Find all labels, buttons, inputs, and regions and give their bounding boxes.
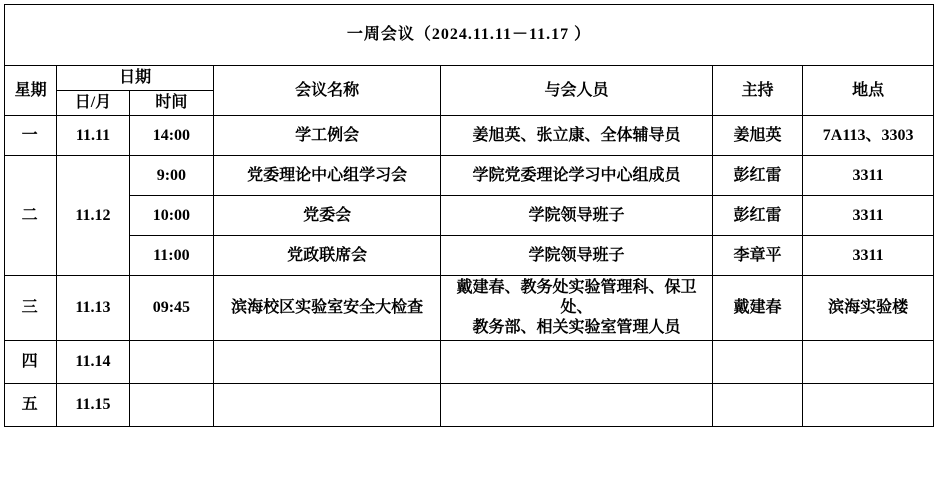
cell-time — [129, 384, 213, 427]
cell-participants: 学院党委理论学习中心组成员 — [441, 156, 712, 196]
cell-weekday: 一 — [5, 116, 57, 156]
header-host: 主持 — [712, 66, 802, 116]
cell-weekday: 二 — [5, 156, 57, 276]
cell-host: 彭红雷 — [712, 156, 802, 196]
header-participants: 与会人员 — [441, 66, 712, 116]
cell-host: 彭红雷 — [712, 196, 802, 236]
header-time: 时间 — [129, 91, 213, 116]
header-date-group: 日期 — [57, 66, 214, 91]
header-day-month: 日/月 — [57, 91, 129, 116]
cell-host: 李章平 — [712, 236, 802, 276]
cell-date: 11.14 — [57, 341, 129, 384]
header-weekday: 星期 — [5, 66, 57, 116]
cell-place — [803, 384, 934, 427]
cell-weekday: 五 — [5, 384, 57, 427]
cell-place: 7A113、3303 — [803, 116, 934, 156]
cell-weekday: 三 — [5, 276, 57, 341]
cell-meeting-name — [214, 341, 441, 384]
table-row — [5, 116, 934, 156]
cell-meeting-name: 党委理论中心组学习会 — [214, 156, 441, 196]
cell-meeting-name: 滨海校区实验室安全大检查 — [214, 276, 441, 341]
cell-date: 11.11 — [57, 116, 129, 156]
cell-host: 戴建春 — [712, 276, 802, 341]
header-row-top — [5, 66, 934, 91]
page-title: 一周会议（2024.11.11－11.17 ） — [5, 5, 934, 66]
cell-place: 3311 — [803, 196, 934, 236]
cell-time: 11:00 — [129, 236, 213, 276]
cell-place: 3311 — [803, 236, 934, 276]
cell-host — [712, 341, 802, 384]
cell-time — [129, 341, 213, 384]
cell-host: 姜旭英 — [712, 116, 802, 156]
cell-time: 14:00 — [129, 116, 213, 156]
cell-host — [712, 384, 802, 427]
cell-date: 11.12 — [57, 156, 129, 276]
cell-place: 滨海实验楼 — [803, 276, 934, 341]
table-row — [5, 384, 934, 427]
cell-meeting-name — [214, 384, 441, 427]
table-row — [5, 341, 934, 384]
cell-place: 3311 — [803, 156, 934, 196]
weekly-meeting-table — [4, 4, 934, 427]
cell-participants: 姜旭英、张立康、全体辅导员 — [441, 116, 712, 156]
participants-line-1: 戴建春、教务处实验管理科、保卫处、 — [456, 279, 697, 316]
cell-place — [803, 341, 934, 384]
table-row — [5, 156, 934, 196]
title-row — [5, 5, 934, 66]
cell-time: 9:00 — [129, 156, 213, 196]
table-row — [5, 276, 934, 341]
cell-meeting-name: 党政联席会 — [214, 236, 441, 276]
cell-meeting-name: 党委会 — [214, 196, 441, 236]
table-row — [5, 236, 934, 276]
cell-participants: 学院领导班子 — [441, 196, 712, 236]
cell-participants: 学院领导班子 — [441, 236, 712, 276]
header-meeting-name: 会议名称 — [214, 66, 441, 116]
cell-time: 10:00 — [129, 196, 213, 236]
cell-participants — [441, 276, 712, 341]
cell-weekday: 四 — [5, 341, 57, 384]
cell-participants — [441, 384, 712, 427]
cell-participants — [441, 341, 712, 384]
cell-date: 11.13 — [57, 276, 129, 341]
cell-time: 09:45 — [129, 276, 213, 341]
cell-date: 11.15 — [57, 384, 129, 427]
table-row — [5, 196, 934, 236]
header-place: 地点 — [803, 66, 934, 116]
cell-meeting-name: 学工例会 — [214, 116, 441, 156]
participants-line-2: 教务部、相关实验室管理人员 — [472, 319, 681, 336]
